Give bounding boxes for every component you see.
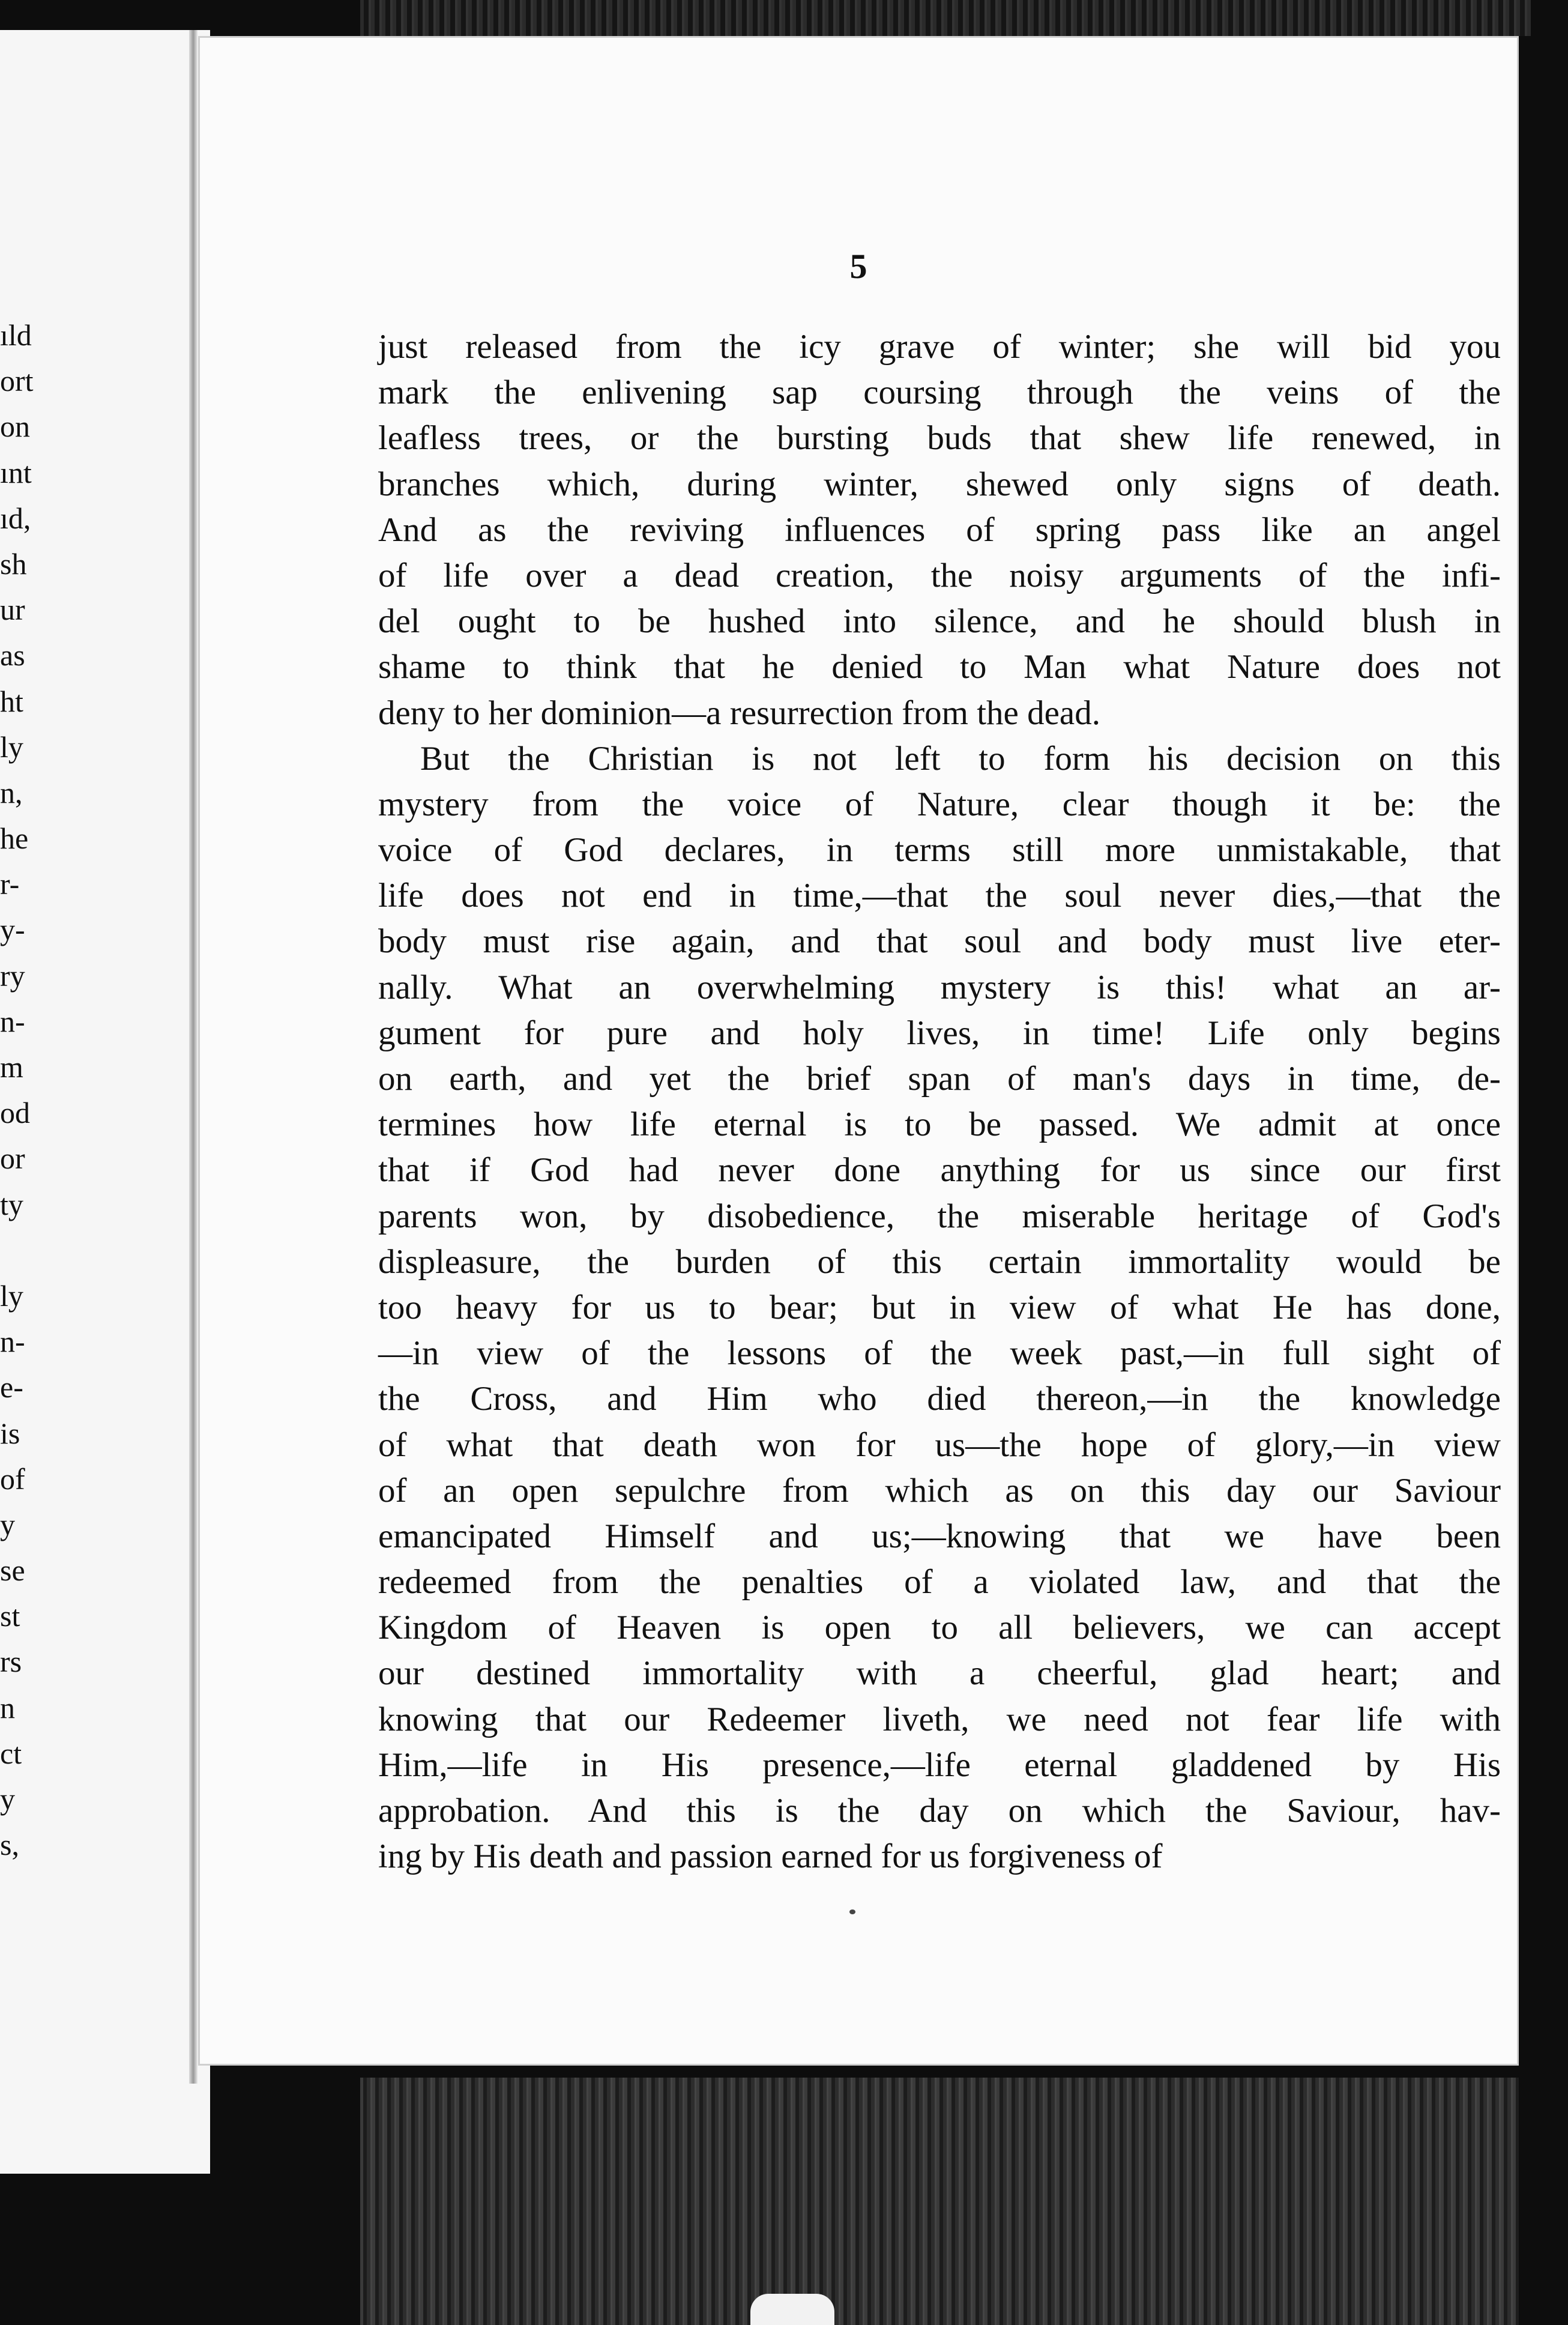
text-line: —in view of the lessons of the week past,—in full sight of — [378, 1334, 1501, 1373]
facing-text-fragment: od — [0, 1096, 30, 1130]
text-line: of an open sepulchre from which as on this day our Saviour — [378, 1471, 1501, 1510]
text-line: body must rise again, and that soul and body must live eter- — [378, 922, 1501, 961]
facing-text-fragment: n, — [0, 775, 23, 809]
text-line: ing by His death and passion earned for us forgiveness of — [378, 1837, 1163, 1876]
text-line: that if God had never done anything for us since our first — [378, 1151, 1501, 1190]
text-line: just released from the icy grave of winter; she will bid you — [378, 328, 1501, 366]
text-line: termines how life eternal is to be passed. We admit at once — [378, 1105, 1501, 1144]
text-line: voice of God declares, in terms still more unmistakable, that — [378, 831, 1501, 869]
text-line: mystery from the voice of Nature, clear though it be: the — [378, 785, 1501, 823]
ink-speck — [849, 1909, 855, 1914]
text-line: knowing that our Redeemer liveth, we need not fear life with — [378, 1700, 1501, 1738]
facing-text-fragment: ıld — [0, 318, 32, 352]
facing-text-fragment: se — [0, 1553, 25, 1588]
facing-text-fragment: ht — [0, 684, 23, 718]
facing-text-fragment: he — [0, 821, 29, 856]
facing-text-fragment: of — [0, 1462, 25, 1496]
text-line: Him,—life in His presence,—life eternal gladdened by His — [378, 1746, 1501, 1784]
page — [198, 36, 1519, 2066]
facing-text-fragment — [0, 1227, 34, 1273]
facing-text-fragment: n — [0, 1690, 15, 1725]
facing-text-fragment: y- — [0, 913, 25, 947]
facing-text-fragment: is — [0, 1416, 20, 1450]
facing-text-fragment: ry — [0, 958, 25, 993]
facing-text-fragment: sh — [0, 546, 27, 581]
facing-page — [0, 30, 210, 2174]
text-line: branches which, during winter, shewed only signs of death. — [378, 465, 1501, 503]
facing-text-fragment: ly — [0, 1278, 23, 1313]
text-line: parents won, by disobedience, the miserable heritage of God's — [378, 1197, 1501, 1235]
facing-text-fragment: ort — [0, 364, 34, 398]
text-line: emancipated Himself and us;—knowing that we have been — [378, 1517, 1501, 1555]
facing-text-fragment: r- — [0, 867, 20, 901]
text-line: displeasure, the burden of this certain immortality would be — [378, 1242, 1501, 1281]
facing-text-fragment: m — [0, 1050, 23, 1084]
body-text — [378, 324, 1501, 1879]
text-line: the Cross, and Him who died thereon,—in the knowledge — [378, 1380, 1501, 1418]
text-line: And as the reviving influences of spring pass like an angel — [378, 510, 1501, 549]
facing-text-fragment: ınt — [0, 455, 32, 489]
text-line: leafless trees, or the bursting buds that shew life renewed, in — [378, 419, 1501, 458]
text-line: mark the enlivening sap coursing through the veins of the — [378, 373, 1501, 412]
text-line: shame to think that he denied to Man what Nature does not — [378, 648, 1501, 686]
text-line: redeemed from the penalties of a violated law, and that the — [378, 1563, 1501, 1601]
scanner-background-top — [360, 0, 1531, 36]
text-line: on earth, and yet the brief span of man's days in time, de- — [378, 1060, 1501, 1098]
facing-text-fragment: as — [0, 638, 25, 673]
facing-text-fragment: e- — [0, 1370, 23, 1404]
text-line: gument for pure and holy lives, in time! Life only begins — [378, 1014, 1501, 1052]
facing-text-fragment: st — [0, 1599, 20, 1633]
text-line: of life over a dead creation, the noisy arguments of the infi- — [378, 556, 1501, 594]
facing-text-fragment: ct — [0, 1736, 22, 1770]
facing-text-fragment: on — [0, 410, 30, 444]
facing-text-fragment: n- — [0, 1004, 25, 1038]
text-line: of what that death won for us—the hope of glory,—in view — [378, 1426, 1501, 1464]
scanner-background-bottom — [360, 2078, 1519, 2325]
facing-text-fragment: ly — [0, 730, 23, 764]
facing-text-fragment: or — [0, 1141, 25, 1176]
text-line: too heavy for us to bear; but in view of what He has done, — [378, 1288, 1501, 1326]
facing-text-fragment: ty — [0, 1187, 23, 1221]
text-line: our destined immortality with a cheerful, glad heart; and — [378, 1654, 1501, 1693]
text-line: del ought to be hushed into silence, and he should blush in — [378, 602, 1501, 641]
text-line: life does not end in time,—that the soul never dies,—that the — [378, 877, 1501, 915]
facing-text-fragment: rs — [0, 1645, 22, 1679]
page-number: 5 — [849, 247, 867, 286]
text-line: approbation. And this is the day on which the Saviour, hav- — [378, 1792, 1501, 1830]
book-gutter — [189, 30, 198, 2084]
text-line: Kingdom of Heaven is open to all believers, we can accept — [378, 1609, 1501, 1647]
facing-text-fragment: ıd, — [0, 501, 31, 535]
paper-scrap — [750, 2294, 834, 2325]
facing-text-fragment: ur — [0, 593, 25, 627]
text-line: But the Christian is not left to form his decision on this — [420, 739, 1501, 778]
facing-text-fragment: y — [0, 1507, 15, 1541]
facing-text-fragment: s, — [0, 1828, 19, 1862]
facing-page-text — [0, 312, 34, 1867]
facing-text-fragment: n- — [0, 1325, 25, 1359]
text-line: nally. What an overwhelming mystery is this! what an ar- — [378, 968, 1501, 1006]
facing-text-fragment: y — [0, 1782, 15, 1816]
text-line: deny to her dominion—a resurrection from the dead. — [378, 694, 1100, 732]
